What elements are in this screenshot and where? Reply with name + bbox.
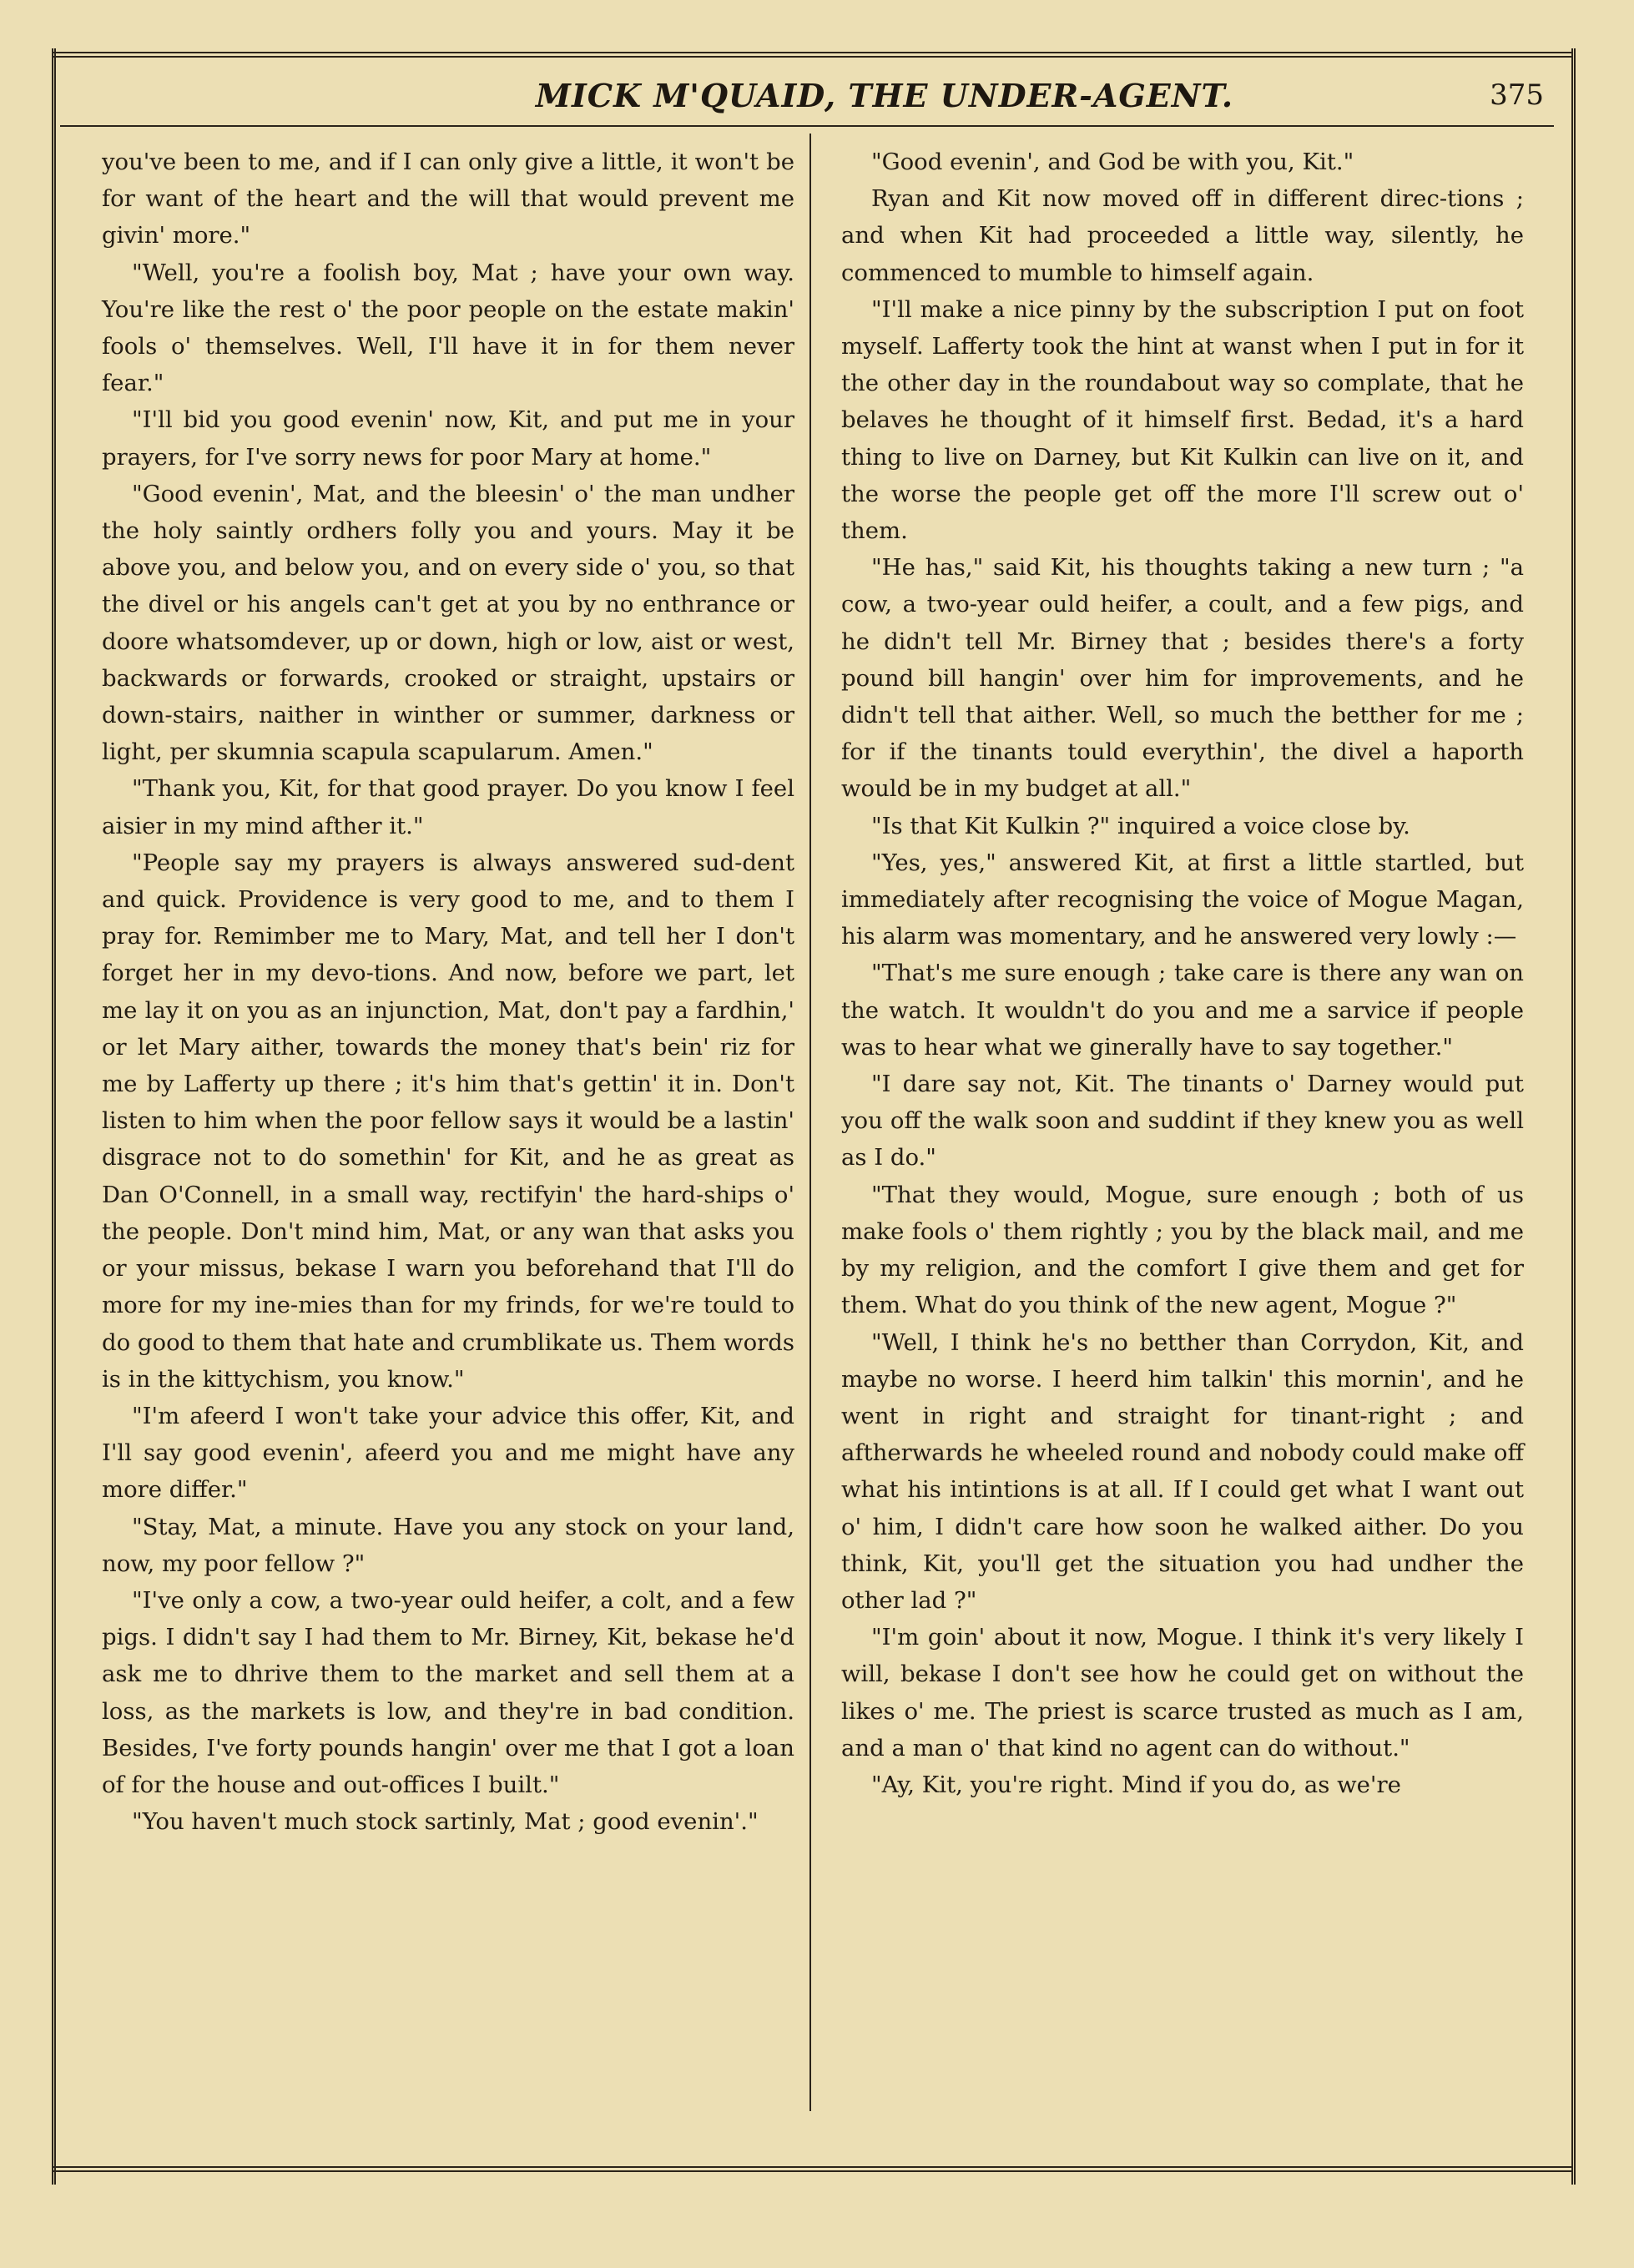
paragraph: "He has," said Kit, his thoughts taking a new turn ; "a cow, a two-year ould heifer, a coult, and a few pigs, and he didn't tell Mr. Birney that ; besides there's a forty pound bill hangin' over him for improvements, and he didn't tell that aither. Well, so much the betther for me ; for if the tinants tould everythin', the divel a haporth would be in my budget at all." xyxy=(841,554,1524,803)
right-column xyxy=(841,144,1524,1803)
paragraph: "I'll make a nice pinny by the subscription I put on foot myself. Lafferty took the hint at wanst when I put in for it the other day in the roundabout way so complate, that he belaves he thought of it himself first. Bedad, it's a hard thing to live on Darney, but Kit Kulkin can live on it, and the worse the people get off the more I'll screw out o' them. xyxy=(841,295,1524,545)
paragraph: "Good evenin', Mat, and the bleesin' o' the man undher the holy saintly ordhers folly you and yours. May it be above you, and below you, and on every side o' you, so that the divel or his angels can't get at you by no enthrance or doore whatsomdever, up or down, high or low, aist or west, backwards or forwards, crooked or straight, upstairs or down-stairs, naither in winther or summer, darkness or light, per skumnia scapula scapularum. Amen." xyxy=(102,480,794,766)
paragraph: "I've only a cow, a two-year ould heifer, a colt, and a few pigs. I didn't say I had them to Mr. Birney, Kit, bekase he'd ask me to dhrive them to the market and sell them at a loss, as the markets is low, and they're in bad condition. Besides, I've forty pounds hangin' over me that I got a loan of for the house and out-offices I built." xyxy=(102,1586,794,1798)
paragraph: "That's me sure enough ; take care is there any wan on the watch. It wouldn't do you and me a sarvice if people was to hear what we ginerally have to say together." xyxy=(841,960,1524,1061)
paragraph: "Stay, Mat, a minute. Have you any stock on your land, now, my poor fellow ?" xyxy=(102,1513,794,1577)
header-rule xyxy=(60,125,1554,127)
paragraph: "I'm goin' about it now, Mogue. I think it's very likely I will, bekase I don't see how he could get on without the likes o' me. The priest is scarce trusted as much as I am, and a man o' that kind no agent can do without." xyxy=(841,1624,1524,1761)
paragraph: "You haven't much stock sartinly, Mat ; good evenin'." xyxy=(132,1808,759,1836)
paragraph: "I'll bid you good evenin' now, Kit, and put me in your prayers, for I've sorry news for poor Mary at home." xyxy=(102,406,794,471)
paragraph: "Well, I think he's no betther than Corrydon, Kit, and maybe no worse. I heerd him talkin' this mornin', and he went in right and straight for tinant-right ; and aftherwards he wheeled round and nobody could make off what his intintions is at all. If I could get what I want out o' him, I didn't care how soon he walked aither. Do you think, Kit, you'll get the situation you had undher the other lad ?" xyxy=(841,1328,1524,1614)
paragraph: "Thank you, Kit, for that good prayer. Do you know I feel aisier in my mind afther it." xyxy=(102,775,794,839)
top-border-rule xyxy=(52,52,1571,58)
paragraph: you've been to me, and if I can only give a little, it won't be for want of the heart and the will that would prevent me givin' more." xyxy=(102,149,794,249)
paragraph: "Good evenin', and God be with you, Kit." xyxy=(871,149,1354,175)
paragraph: "Ay, Kit, you're right. Mind if you do, as we're xyxy=(871,1771,1401,1798)
paragraph: "I'm afeerd I won't take your advice this offer, Kit, and I'll say good evenin', afeerd you and me might have any more differ." xyxy=(102,1402,794,1504)
left-column xyxy=(102,144,794,1840)
column-divider xyxy=(809,134,811,2111)
page-number: 375 xyxy=(1490,78,1544,112)
paragraph: Ryan and Kit now moved off in different direc-tions ; and when Kit had proceeded a little way, silently, he commenced to mumble to himself again. xyxy=(841,185,1524,286)
paragraph: "Is that Kit Kulkin ?" inquired a voice close by. xyxy=(871,812,1410,839)
running-header-title: MICK M'QUAID, THE UNDER-AGENT. xyxy=(535,77,1234,114)
paragraph: "I dare say not, Kit. The tinants o' Darney would put you off the walk soon and suddint if they knew you as well as I do." xyxy=(841,1071,1524,1172)
bottom-border-rule xyxy=(52,2166,1571,2172)
paragraph: "Yes, yes," answered Kit, at first a little startled, but immediately after recognising the voice of Mogue Magan, his alarm was momentary, and he answered very lowly :— xyxy=(841,849,1524,950)
paragraph: "That they would, Mogue, sure enough ; both of us make fools o' them rightly ; you by the black mail, and me by my religion, and the comfort I give them and get for them. What do you think of the new agent, Mogue ?" xyxy=(841,1181,1524,1319)
paragraph: "People say my prayers is always answered sud-dent and quick. Providence is very good to me, and to them I pray for. Remimber me to Mary, Mat, and tell her I don't forget her in my devo-tions. And now, before we part, let me lay it on you as an injunction, Mat, don't pay a fardhin,' or let Mary aither, towards the money that's bein' riz for me by Lafferty up there ; it's him that's gettin' it in. Don't listen to him when the poor fellow says it would be a lastin' disgrace not to do somethin' for Kit, and he as great as Dan O'Connell, in a small way, rectifyin' the hard-ships o' the people. Don't mind him, Mat, or any wan that asks you or your missus, bekase I warn you beforehand that I'll do more for my ine-mies than for my frinds, for we're tould to do good to them that hate and crumblikate us. Them words is in the kittychism, you know." xyxy=(102,849,794,1393)
paragraph: "Well, you're a foolish boy, Mat ; have your own way. You're like the rest o' the poor people on the estate makin' fools o' themselves. Well, I'll have it in for them never fear." xyxy=(102,259,794,397)
